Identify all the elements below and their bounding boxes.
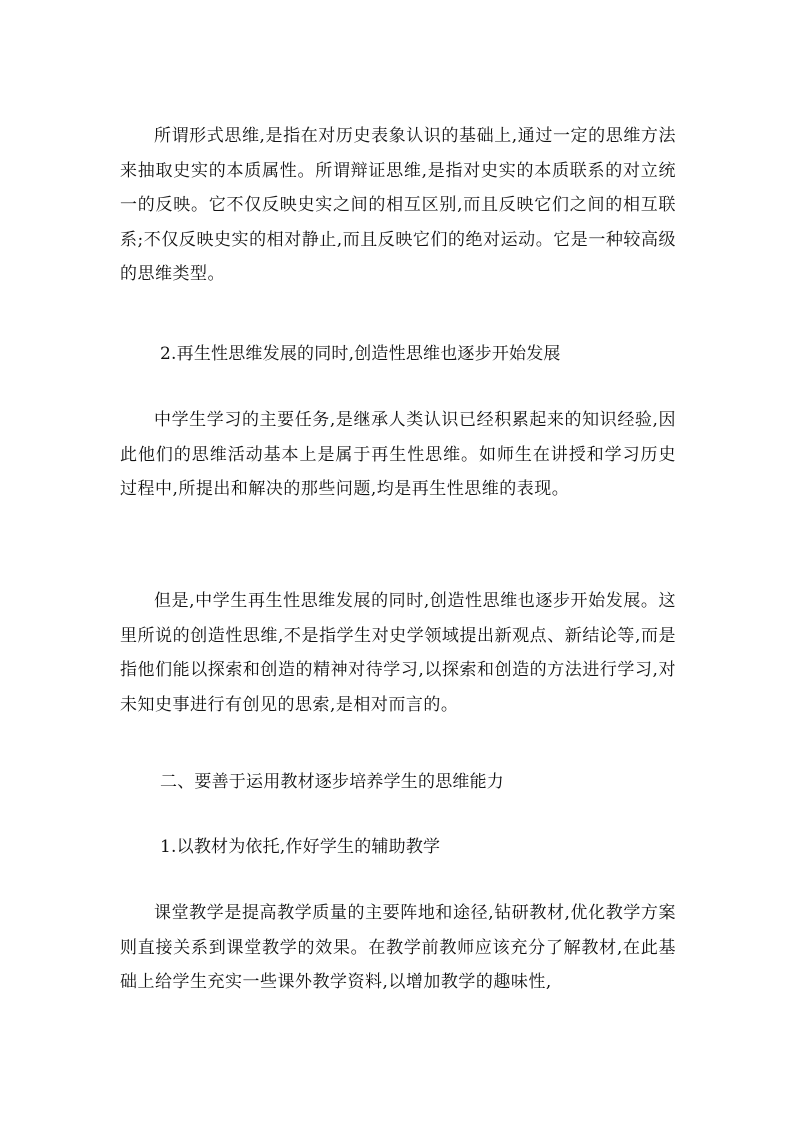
paragraph-classroom-teaching: 课堂教学是提高教学质量的主要阵地和途径,钻研教材,优化教学方案则直接关系到课堂教学的效果。在教学前教师应该充分了解教材,在此基础上给学生充实一些课外教学资料,以增加教学的趣味性, xyxy=(120,903,676,992)
paragraph-reproductive-thinking: 中学生学习的主要任务,是继承人类认识已经积累起来的知识经验,因此他们的思维活动基本上是属于再生性思维。如师生在讲授和学习历史过程中,所提出和解决的那些问题,均是再生性思维的表现。 xyxy=(120,410,676,499)
section-heading-textbook-thinking: 二、要善于运用教材逐步培养学生的思维能力 xyxy=(160,772,504,792)
subsection-heading-auxiliary-teaching: 1.以教材为依托,作好学生的辅助教学 xyxy=(160,837,441,857)
paragraph-creative-thinking: 但是,中学生再生性思维发展的同时,创造性思维也逐步开始发展。这里所说的创造性思维,不是指学生对史学领域提出新观点、新结论等,而是指他们能以探索和创造的精神对待学习,以探索和创造的方法进行学习,对未知史事进行有创见的思索,是相对而言的。 xyxy=(120,591,676,715)
paragraph-formal-thinking: 所谓形式思维,是指在对历史表象认识的基础上,通过一定的思维方法来抽取史实的本质属性。所谓辩证思维,是指对史实的本质联系的对立统一的反映。它不仅反映史实之间的相互区别,而且反映它们之间的相互联系;不仅反映史实的相对静止,而且反映它们的绝对运动。它是一种较高级的思维类型。 xyxy=(120,126,676,284)
section-heading-creative-thinking: 2.再生性思维发展的同时,创造性思维也逐步开始发展 xyxy=(160,344,561,364)
